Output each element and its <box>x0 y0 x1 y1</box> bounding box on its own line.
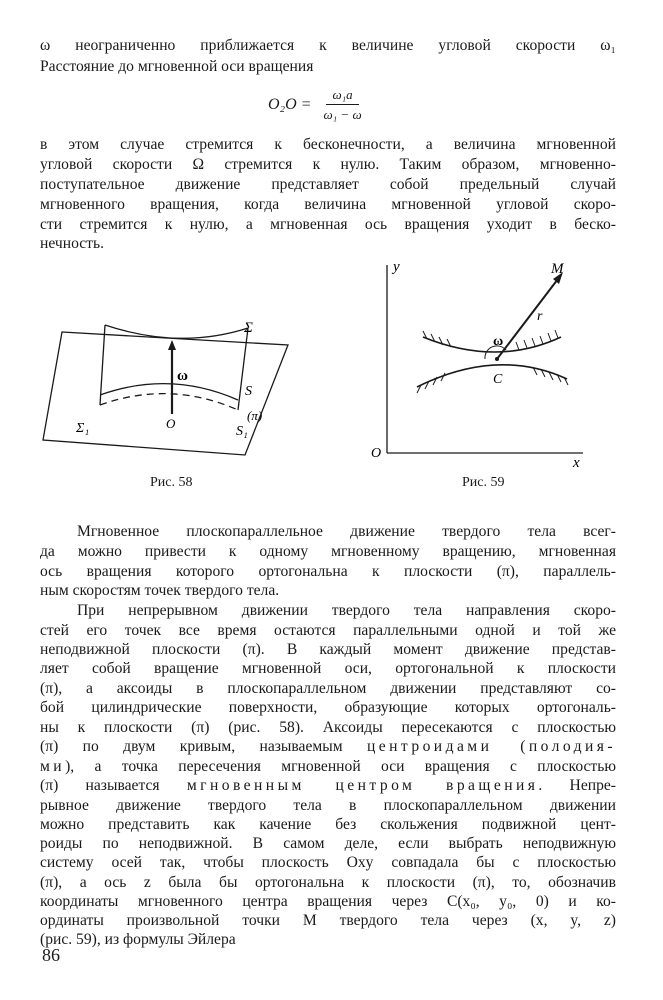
label-y: y <box>393 259 400 275</box>
text-line: поступательное движение представляет собой предельный случай <box>40 176 616 193</box>
text-line: координаты мгновенного центра вращения через C(x₀, y₀, 0) и ко- <box>40 893 616 910</box>
point-c <box>495 357 499 361</box>
text-line: угловой скорости Ω стремится к нулю. Таким образом, мгновенно- <box>40 156 616 173</box>
label-x: x <box>573 455 580 470</box>
label-c: C <box>493 372 503 387</box>
text-line: рывное движение твердого тела в плоскопараллельном движении <box>40 797 616 814</box>
text-line: Мгновенное плоскопараллельное движение твердого тела всег- <box>77 523 616 540</box>
text-line: ось вращения которого ортогональна к плоскости (π), параллель- <box>40 563 616 580</box>
figure-59-centroids <box>365 255 595 470</box>
text-line: (π), а аксоиды в плоскопараллельном движении представляют со- <box>40 680 616 697</box>
text-line: можно представить как качение без скольжения подвижной цент- <box>40 816 616 833</box>
text-line: ординаты произвольной точки M твердого тела через (x, y, z) <box>40 912 616 929</box>
term-instant-center: мгновенным центром вращения <box>186 777 539 794</box>
label-sigma: Σ <box>244 320 253 336</box>
text-line: (рис. 59), из формулы Эйлера <box>40 931 236 948</box>
text-line: мгновенного вращения, когда величина мгновенной угловой скоро- <box>40 196 616 213</box>
text-run: . Непре- <box>538 777 616 794</box>
figure-58-caption: Рис. 58 <box>150 475 193 490</box>
label-s: S <box>245 384 252 399</box>
text-line: ω неограниченно приближается к величине угловой скорости ω₁ <box>40 37 616 54</box>
label-origin: O <box>371 446 382 461</box>
fixed-centroid-curve <box>423 337 561 352</box>
text-line <box>40 737 616 756</box>
text-line: да можно привести к одному мгновенному вращению, мгновенная <box>40 543 616 560</box>
text-line: Расстояние до мгновенной оси вращения <box>40 58 314 75</box>
axis-arrow-icon <box>168 340 176 350</box>
text-line: бой цилиндрические поверхности, образующие которых ортогональ- <box>40 699 616 716</box>
label-pi: (π) <box>247 408 263 423</box>
formula-denominator: ω₁ − ω <box>323 107 362 122</box>
label-o: O <box>166 416 176 431</box>
text-line: ляет собой вращение мгновенной оси, ортогональной к плоскости <box>40 660 616 677</box>
term-centroids: центроидами <box>367 738 493 755</box>
text-line: в этом случае стремится к бесконечности, а величина мгновенной <box>40 136 616 153</box>
text-line: роиды по неподвижной. В самом деле, если выбрать неподвижную <box>40 835 616 852</box>
label-m: M <box>551 261 564 277</box>
term-polodia-end: ми <box>40 758 66 775</box>
text-line: нечность. <box>40 235 104 252</box>
text-line <box>40 757 616 776</box>
text-run: (π) называется <box>40 777 187 794</box>
formula <box>268 85 368 125</box>
formula-numerator: ω₁a <box>326 87 358 105</box>
text-line: систему осей так, чтобы плоскость Oxy совпадала бы с плоскостью <box>40 854 616 871</box>
page-number: 86 <box>42 945 60 965</box>
label-s1: S₁ <box>236 424 248 439</box>
radius-vector-r <box>497 275 561 359</box>
text-line: неподвижной плоскости (π). В каждый момент движение представ- <box>40 641 616 658</box>
formula-lhs: O₂O = <box>268 96 312 113</box>
text-line: ным скоростям точек твердого тела. <box>40 582 280 599</box>
text-line: стей его точек все время остаются параллельными одной и той же <box>40 622 616 639</box>
label-sigma1: Σ₁ <box>76 421 90 436</box>
text-line <box>40 776 616 795</box>
label-r: r <box>537 309 543 324</box>
text-run: ), а точка пересечения мгновенной оси вращения с плоскостью <box>65 758 616 775</box>
text-line: ны к плоскости (π) (рис. 58). Аксоиды пересекаются с плоскостью <box>40 719 616 736</box>
formula-fraction <box>317 87 367 123</box>
text-line: При непрерывном движении твердого тела направления скоро- <box>77 602 616 619</box>
figure-58-axoids <box>40 310 290 460</box>
hatching-top <box>423 330 558 350</box>
text-line: сти стремится к нулю, а мгновенная ось вращения уходит в беско- <box>40 216 616 233</box>
centroid-dashed-curve <box>100 394 238 410</box>
text-run: (полодия- <box>492 738 616 755</box>
figure-59-caption: Рис. 59 <box>462 475 505 490</box>
axoid-front-curve <box>100 384 238 400</box>
label-omega: ω <box>493 334 504 349</box>
label-omega: ω <box>177 368 188 384</box>
text-line: (π), а ось z была бы ортогональна к плоскости (π), то, обозначив <box>40 874 616 891</box>
text-run: (π) по двум кривым, называемым <box>40 738 367 755</box>
